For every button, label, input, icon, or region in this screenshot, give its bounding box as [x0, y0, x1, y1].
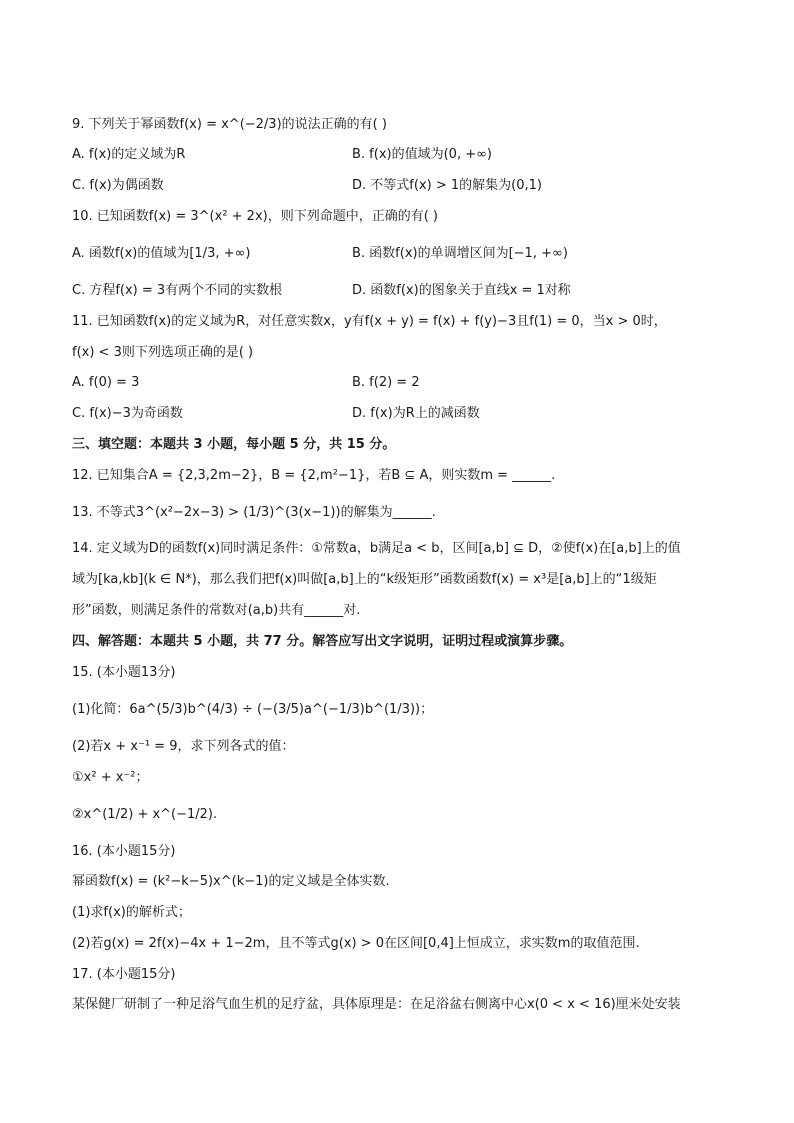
section-heading-fill-in: 三、填空题：本题共 3 小题，每小题 5 分，共 15 分。 — [72, 437, 396, 452]
q10-option-c: C. 方程f(x) = 3有两个不同的实数根 — [72, 283, 283, 298]
q15-part2: (2)若x + x⁻¹ = 9，求下列各式的值： — [72, 739, 295, 754]
q11-stem-line2: f(x) < 3则下列选项正确的是( ) — [72, 345, 254, 360]
q15-header: 15. (本小题13分) — [72, 665, 176, 680]
q11-stem-line1: 11. 已知函数f(x)的定义域为R，对任意实数x，y有f(x + y) = f(x) + f(y)−3且f(1) = 0，当x > 0时， — [72, 314, 667, 329]
q10-stem: 10. 已知函数f(x) = 3^(x² + 2x)，则下列命题中，正确的有( ) — [72, 209, 438, 224]
q9-option-b: B. f(x)的值域为(0, +∞) — [352, 147, 492, 162]
section-heading-answers: 四、解答题：本题共 5 小题，共 77 分。解答应写出文字说明，证明过程或演算步骤。 — [72, 634, 573, 649]
q15-part1: (1)化简：6a^(5/3)b^(4/3) ÷ (−(3/5)a^(−1/3)b^(1/3))； — [72, 702, 434, 717]
q11-option-c: C. f(x)−3为奇函数 — [72, 406, 183, 421]
q14-line1: 14. 定义域为D的函数f(x)同时满足条件：①常数a，b满足a < b，区间[a,b] ⊆ D，②使f(x)在[a,b]上的值 — [72, 541, 681, 556]
q10-option-d: D. 函数f(x)的图象关于直线x = 1对称 — [352, 283, 571, 298]
q12: 12. 已知集合A = {2,3,2m−2}，B = {2,m²−1}，若B ⊆ A，则实数m = ______. — [72, 468, 556, 483]
q9-option-c: C. f(x)为偶函数 — [72, 178, 164, 193]
q15-part2-item1: ①x² + x⁻²； — [72, 770, 149, 785]
q9-stem: 9. 下列关于幂函数f(x) = x^(−2/3)的说法正确的有( ) — [72, 117, 387, 132]
q16-stem: 幂函数f(x) = (k²−k−5)x^(k−1)的定义域是全体实数. — [72, 874, 390, 889]
q11-option-d: D. f(x)为R上的减函数 — [352, 406, 480, 421]
q11-option-a: A. f(0) = 3 — [72, 375, 140, 390]
q10-option-b: B. 函数f(x)的单调增区间为[−1, +∞) — [352, 246, 568, 261]
q10-option-a: A. 函数f(x)的值域为[1/3, +∞) — [72, 246, 251, 261]
q14-line3: 形”函数，则满足条件的常数对(a,b)共有______对. — [72, 603, 361, 618]
q13: 13. 不等式3^(x²−2x−3) > (1/3)^(3(x−1))的解集为______. — [72, 505, 436, 520]
q9-option-a: A. f(x)的定义域为R — [72, 147, 186, 162]
q9-option-d: D. 不等式f(x) > 1的解集为(0,1) — [352, 178, 542, 193]
q16-part2: (2)若g(x) = 2f(x)−4x + 1−2m，且不等式g(x) > 0在区间[0,4]上恒成立，求实数m的取值范围. — [72, 936, 640, 951]
q17-stem: 某保健厂研制了一种足浴气血生机的足疗盆，具体原理是：在足浴盆右侧离中心x(0 < x < 16)厘米处安装 — [72, 997, 681, 1012]
q17-header: 17. (本小题15分) — [72, 967, 176, 982]
q16-header: 16. (本小题15分) — [72, 844, 176, 859]
q15-part2-item2: ②x^(1/2) + x^(−1/2). — [72, 807, 218, 822]
q16-part1: (1)求f(x)的解析式； — [72, 905, 191, 920]
q11-option-b: B. f(2) = 2 — [352, 375, 420, 390]
q14-line2: 域为[ka,kb](k ∈ N*)，那么我们把f(x)叫做[a,b]上的“k级矩形”函数函数f(x) = x³是[a,b]上的“1级矩 — [72, 572, 657, 587]
